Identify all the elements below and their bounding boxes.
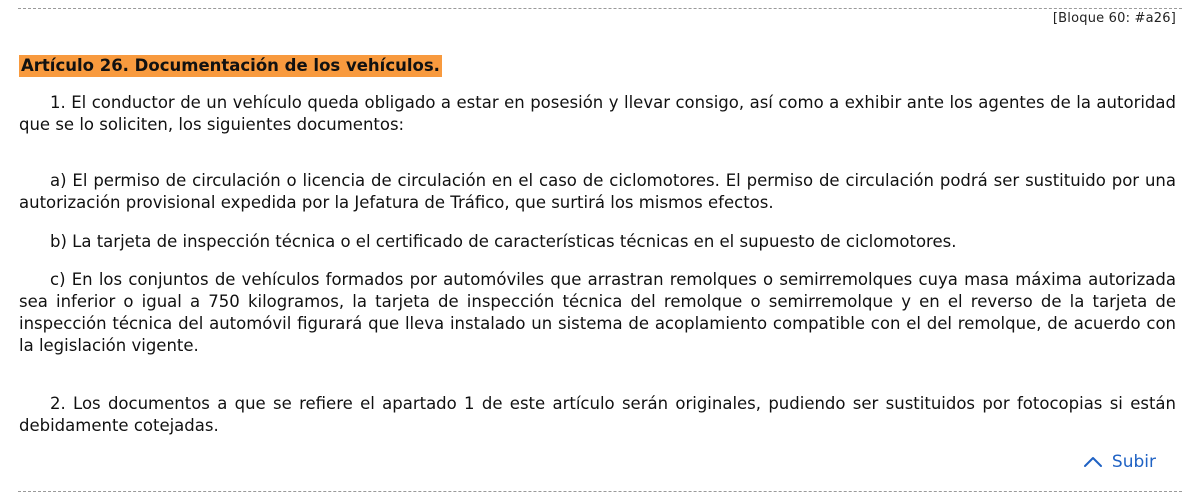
paragraph-1b: b) La tarjeta de inspección técnica o el certificado de características técnicas en el supuesto de ciclomotores.: [50, 232, 957, 251]
back-to-top-label: Subir: [1111, 452, 1156, 472]
chevron-up-icon: [1083, 456, 1103, 468]
paragraph-1c: c) En los conjuntos de vehículos formados por automóviles que arrastran remolques o semirremolques cuya masa máxima autorizada sea inferior o igual a 750 kilogramos, la tarjeta de inspección técnica del remolque o semirremolque y en el reverso de la tarjeta de inspección técnica del automóvil figurará que lleva instalado un sistema de acoplamiento compatible con el del remolque, de acuerdo con la legislación vigente.: [19, 270, 1176, 355]
paragraph-1a: a) El permiso de circulación o licencia de circulación en el caso de ciclomotores. El permiso de circulación podrá ser sustituido por una autorización provisional expedida por la Jefatura de Tráfico, que surtirá los mismos efectos.: [19, 171, 1176, 212]
back-to-top-link[interactable]: [1083, 452, 1156, 472]
bottom-divider: [18, 491, 1182, 492]
article-title: Artículo 26. Documentación de los vehículos.: [21, 56, 440, 75]
block-reference: [Bloque 60: #a26]: [1052, 11, 1176, 26]
paragraph-2: 2. Los documentos a que se refiere el apartado 1 de este artículo serán originales, pudiendo ser sustituidos por fotocopias si están debidamente cotejadas.: [19, 394, 1176, 435]
top-divider: [18, 8, 1182, 9]
paragraph-1: 1. El conductor de un vehículo queda obligado a estar en posesión y llevar consigo, así como a exhibir ante los agentes de la autoridad que se lo soliciten, los siguientes documentos:: [19, 93, 1176, 134]
